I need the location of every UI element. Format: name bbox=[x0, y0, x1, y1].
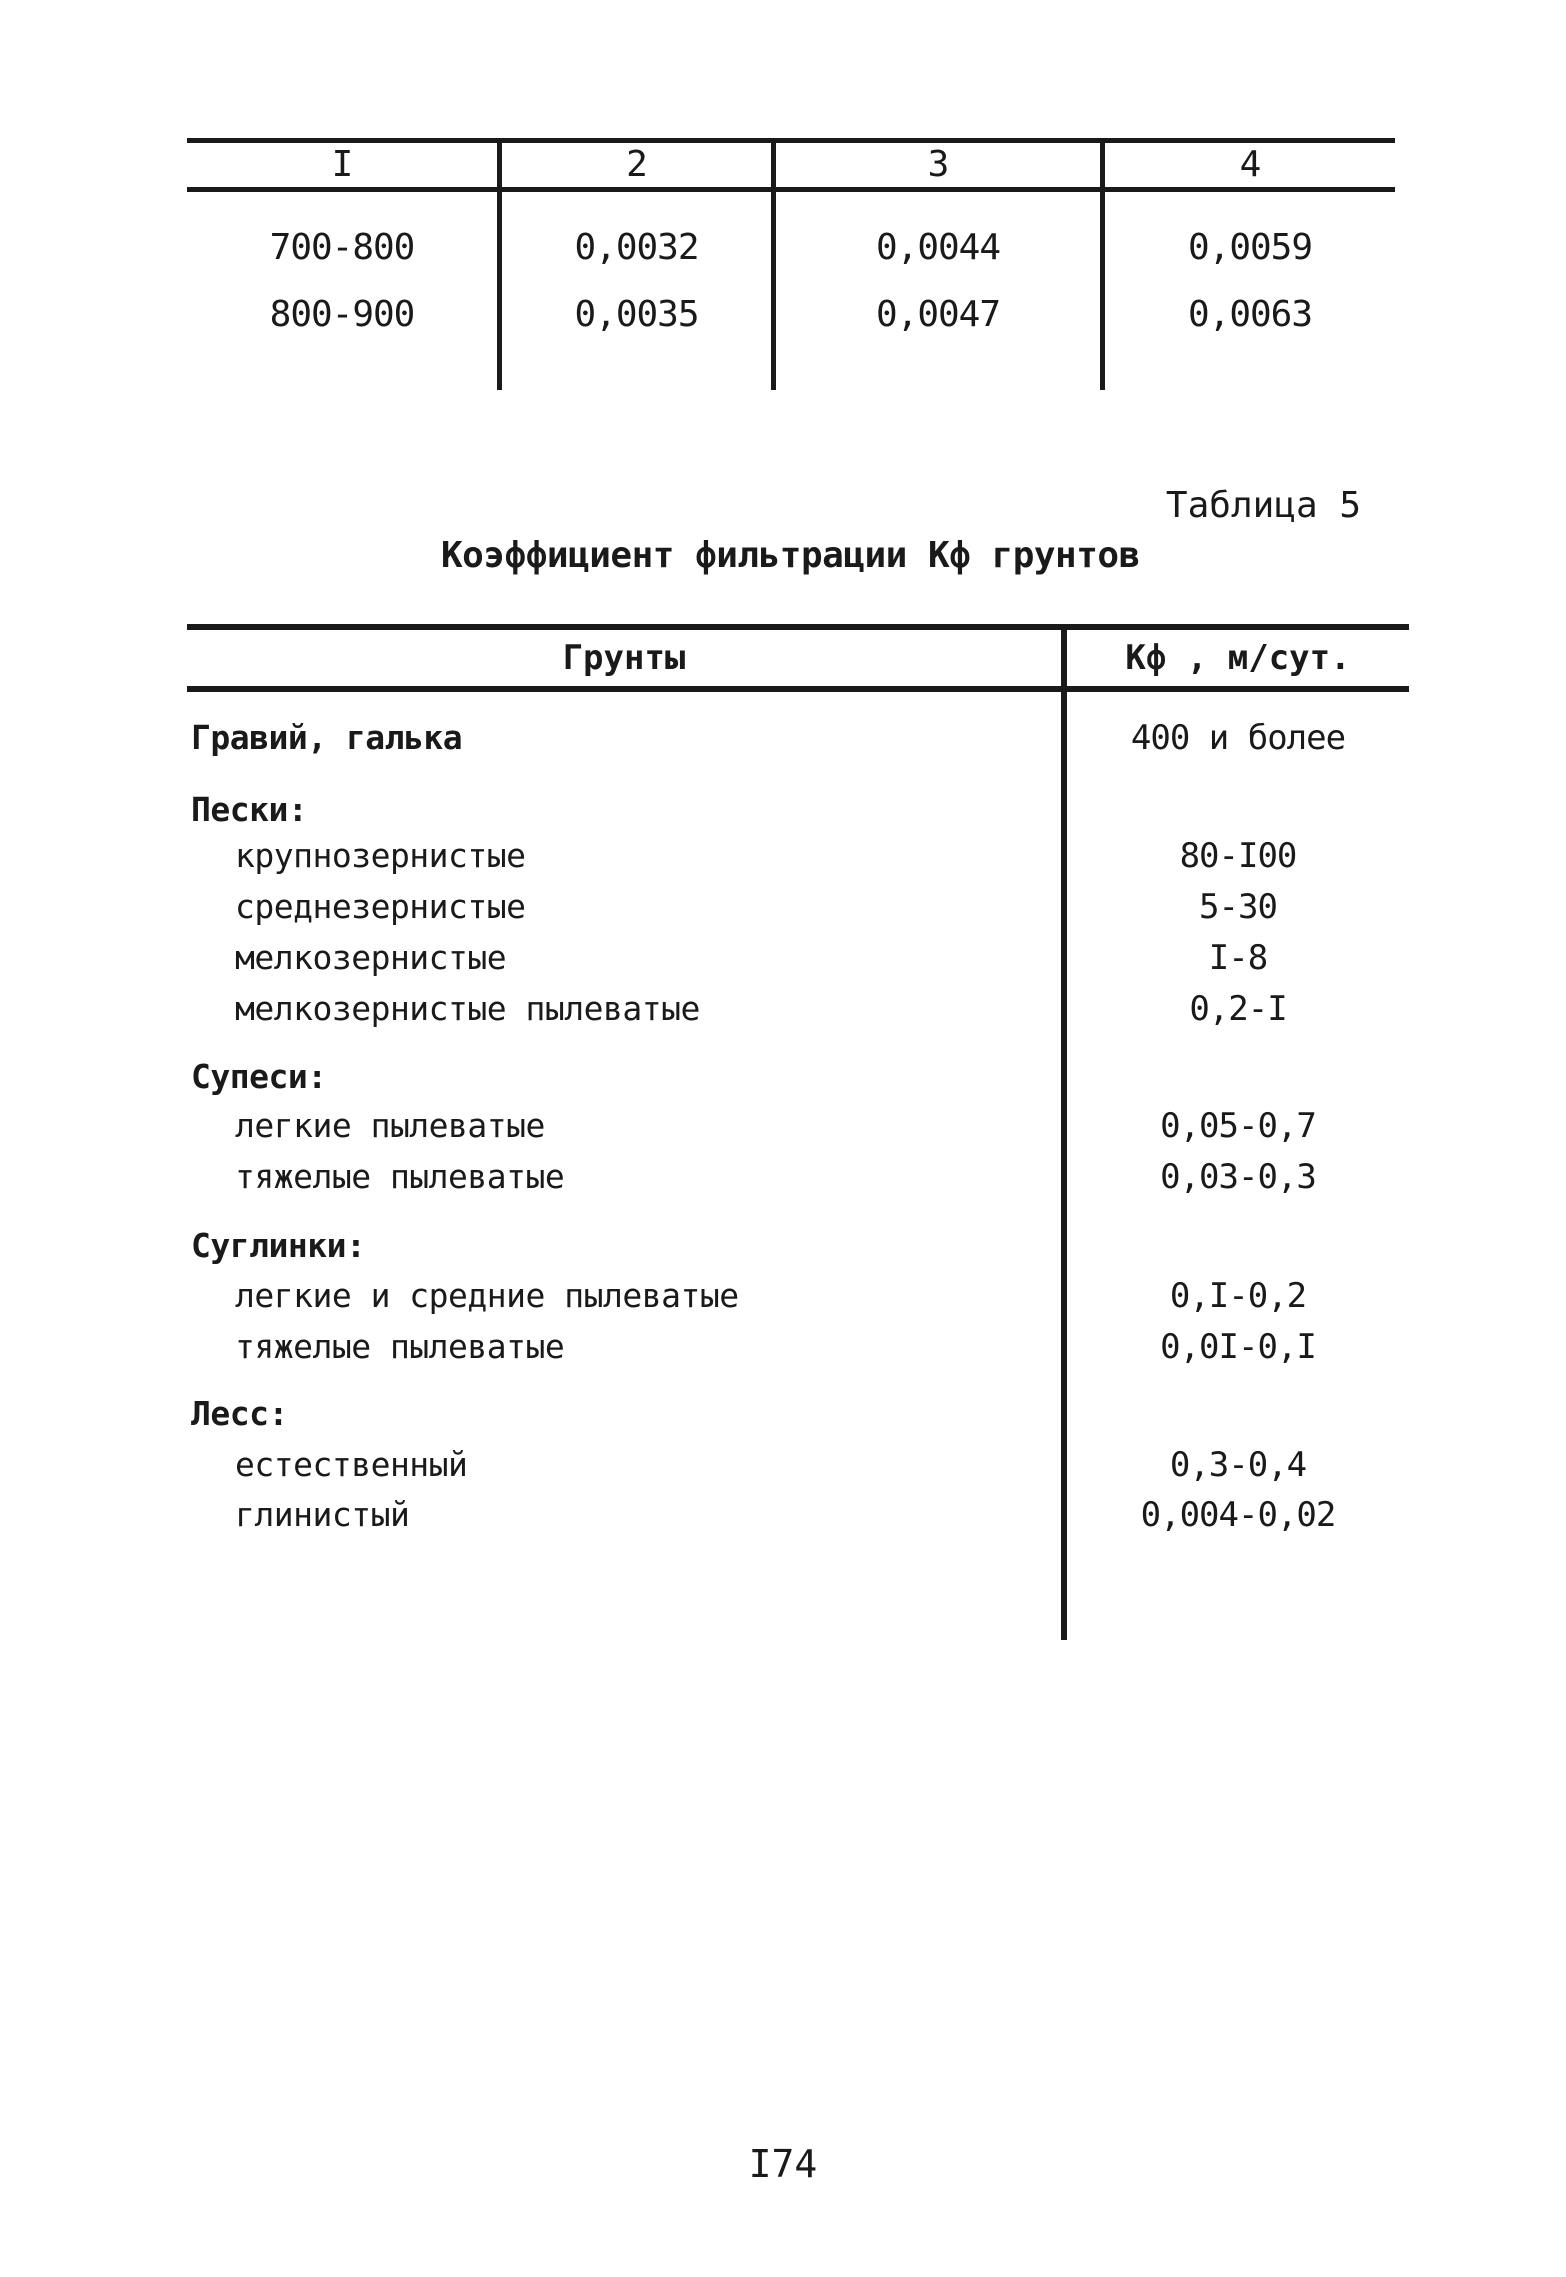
row-label: легкие пылеватые bbox=[235, 1106, 545, 1145]
row-label: естественный bbox=[235, 1445, 468, 1484]
row-value: 80-I00 bbox=[1179, 836, 1297, 876]
row-value: 5-30 bbox=[1199, 887, 1277, 927]
column-header-soil: Грунты bbox=[562, 638, 686, 678]
column-header-3: 3 bbox=[927, 144, 949, 185]
table-cell: 0,0035 bbox=[574, 294, 699, 335]
row-value: 0,3-0,4 bbox=[1169, 1445, 1307, 1485]
row-label: Гравий, галька bbox=[191, 718, 463, 757]
filtration-coefficient-table bbox=[187, 624, 1409, 1640]
row-label: крупнозернистые bbox=[235, 836, 526, 875]
column-header-kf: Кф , м/сут. bbox=[1125, 638, 1351, 678]
table-cell: 0,0059 bbox=[1187, 227, 1313, 268]
table-cell: 800-900 bbox=[269, 294, 415, 335]
row-label: мелкозернистые bbox=[235, 938, 507, 977]
group-label: Супеси: bbox=[191, 1057, 327, 1096]
row-label: легкие и средние пылеватые bbox=[235, 1276, 739, 1315]
column-header-2: 2 bbox=[626, 144, 647, 185]
table-header-rule bbox=[187, 187, 1395, 192]
column-header-1: I bbox=[331, 144, 353, 185]
table-cell: 700-800 bbox=[269, 227, 415, 268]
table-cell: 0,0032 bbox=[574, 227, 699, 268]
row-value: 0,03-0,3 bbox=[1160, 1157, 1316, 1197]
row-value: 0,I-0,2 bbox=[1169, 1276, 1307, 1316]
column-header-4: 4 bbox=[1239, 144, 1261, 185]
row-label: тяжелые пылеватые bbox=[235, 1327, 565, 1366]
table-cell: 0,0044 bbox=[875, 227, 1001, 268]
table-title: Коэффициент фильтрации Кф грунтов bbox=[441, 535, 1140, 576]
group-label: Пески: bbox=[191, 790, 308, 829]
group-label: Суглинки: bbox=[191, 1226, 366, 1265]
page-number: I74 bbox=[748, 2142, 818, 2186]
row-value: 0,0I-0,I bbox=[1160, 1327, 1316, 1367]
table-number: Таблица 5 bbox=[1165, 485, 1361, 526]
continuation-table bbox=[187, 138, 1395, 390]
row-label: среднезернистые bbox=[235, 887, 526, 926]
table-top-rule bbox=[187, 624, 1409, 630]
row-value: 0,05-0,7 bbox=[1160, 1106, 1316, 1146]
table-header-rule bbox=[187, 686, 1409, 692]
table-cell: 0,0063 bbox=[1187, 294, 1313, 335]
row-label: глинистый bbox=[235, 1495, 410, 1534]
row-label: тяжелые пылеватые bbox=[235, 1157, 565, 1196]
group-label: Лесс: bbox=[191, 1394, 288, 1433]
row-label: мелкозернистые пылеватые bbox=[235, 989, 700, 1028]
row-value: I-8 bbox=[1208, 938, 1268, 978]
row-value: 0,2-I bbox=[1189, 989, 1287, 1029]
table-cell: 0,0047 bbox=[875, 294, 1001, 335]
row-value: 0,004-0,02 bbox=[1140, 1495, 1336, 1535]
row-value: 400 и более bbox=[1130, 718, 1346, 758]
